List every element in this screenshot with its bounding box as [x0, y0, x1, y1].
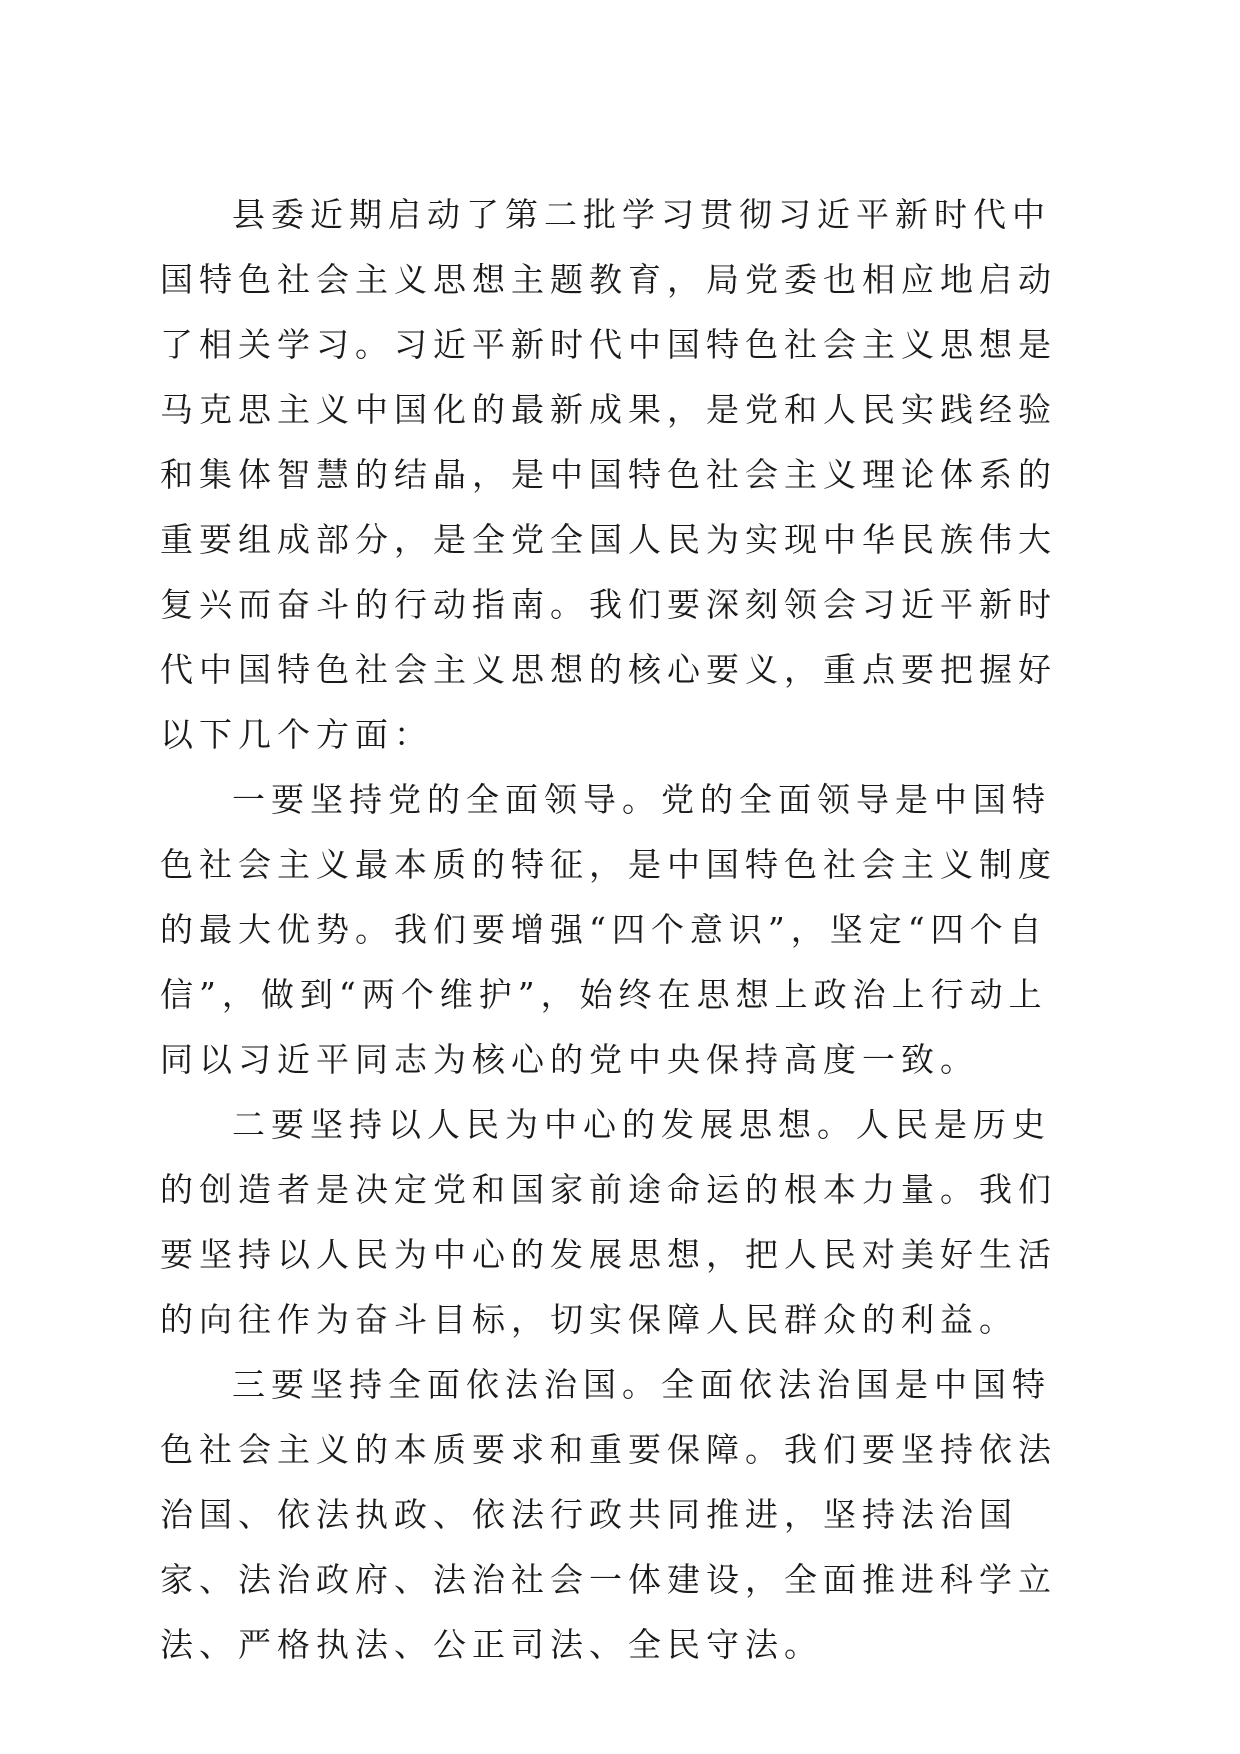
paragraph-rule-of-law: 三要坚持全面依法治国。全面依法治国是中国特色社会主义的本质要求和重要保障。我们要坚持依法治国、依法执政、依法行政共同推进，坚持法治国家、法治政府、法治社会一体建设，全面推进科学立法、严格执法、公正司法、全民守法。	[160, 1365, 1057, 1664]
paragraph-people-centered: 二要坚持以人民为中心的发展思想。人民是历史的创造者是决定党和国家前途命运的根本力量。我们要坚持以人民为中心的发展思想，把人民对美好生活的向往作为奋斗目标，切实保障人民群众的利益。	[160, 1105, 1057, 1339]
document-body	[160, 182, 1080, 1677]
paragraph-party-leadership: 一要坚持党的全面领导。党的全面领导是中国特色社会主义最本质的特征，是中国特色社会主义制度的最大优势。我们要增强“四个意识”，坚定“四个自信”，做到“两个维护”，始终在思想上政治上行动上同以习近平同志为核心的党中央保持高度一致。	[160, 780, 1057, 1079]
paragraph-intro: 县委近期启动了第二批学习贯彻习近平新时代中国特色社会主义思想主题教育，局党委也相应地启动了相关学习。习近平新时代中国特色社会主义思想是马克思主义中国化的最新成果，是党和人民实践经验和集体智慧的结晶，是中国特色社会主义理论体系的重要组成部分，是全党全国人民为实现中华民族伟大复兴而奋斗的行动指南。我们要深刻领会习近平新时代中国特色社会主义思想的核心要义，重点要把握好以下几个方面：	[160, 195, 1057, 754]
